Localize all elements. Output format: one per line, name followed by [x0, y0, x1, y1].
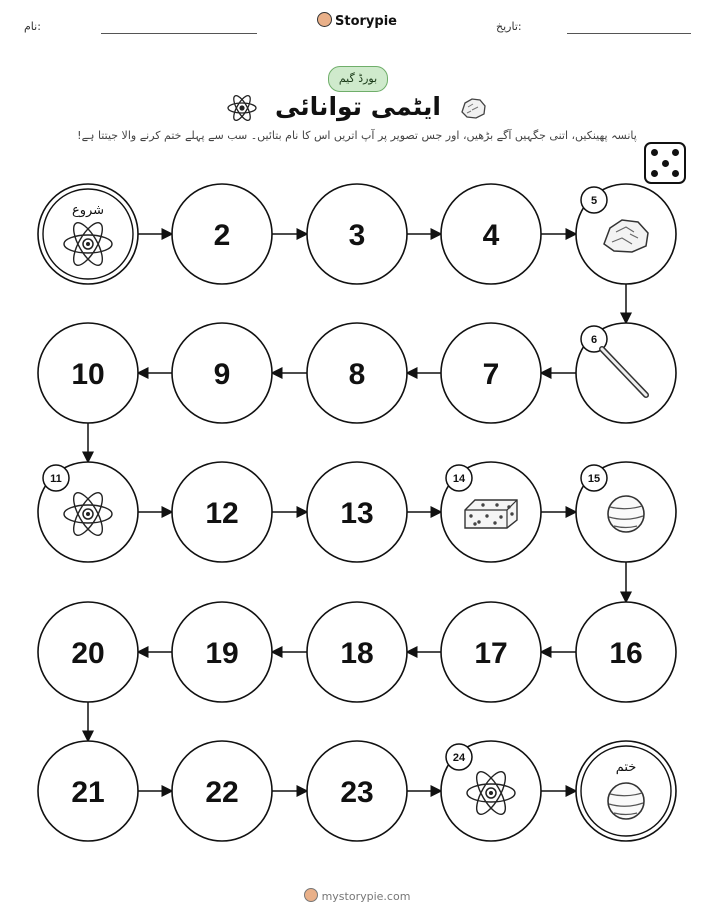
- board-space: [307, 462, 407, 562]
- space-number: 14: [452, 473, 466, 485]
- board-space: [576, 741, 676, 841]
- board-space: [576, 462, 676, 562]
- space-number: 11: [50, 473, 62, 485]
- board-space: [38, 602, 138, 702]
- board-space: [172, 462, 272, 562]
- space-number: 17: [474, 637, 508, 670]
- space-number: 24: [452, 752, 466, 764]
- board-space: [441, 323, 541, 423]
- board-space: [307, 184, 407, 284]
- space-number: 3: [348, 219, 366, 252]
- footer: [0, 888, 714, 903]
- space-number: 16: [609, 637, 643, 670]
- board-space: [307, 323, 407, 423]
- space-number: 5: [590, 195, 598, 207]
- board-space: [576, 323, 676, 423]
- space-number: 10: [71, 358, 105, 391]
- space-number: 22: [205, 776, 239, 809]
- space-number: 6: [590, 334, 598, 346]
- board-space: [576, 184, 676, 284]
- board-space: [172, 323, 272, 423]
- board-space: [576, 602, 676, 702]
- board-space: [38, 323, 138, 423]
- space-number: 12: [205, 497, 239, 530]
- board-space: [38, 741, 138, 841]
- board-space: [38, 462, 138, 562]
- planet-icon: [608, 496, 644, 532]
- board-space: [38, 184, 138, 284]
- board-space: [441, 741, 541, 841]
- space-number: 8: [348, 358, 366, 391]
- board-space: [172, 184, 272, 284]
- title-text: ایٹمی توانائی: [274, 92, 441, 121]
- start-label: شروع: [71, 203, 105, 218]
- name-label: نام:: [24, 20, 41, 33]
- board-space: [172, 741, 272, 841]
- space-number: 9: [213, 358, 231, 391]
- space-number: 18: [340, 637, 374, 670]
- footer-text: mystorypie.com: [321, 890, 411, 903]
- space-number: 15: [587, 473, 601, 485]
- board-space: [441, 602, 541, 702]
- bear-icon: [304, 888, 318, 902]
- end-label: ختم: [615, 760, 637, 775]
- sponge-icon: [465, 500, 517, 528]
- space-number: 2: [213, 219, 231, 252]
- board-space: [307, 602, 407, 702]
- board-space: [307, 741, 407, 841]
- space-number: 21: [71, 776, 105, 809]
- board-space: [172, 602, 272, 702]
- board-space: [441, 462, 541, 562]
- space-number: 13: [340, 497, 374, 530]
- board-space: [441, 184, 541, 284]
- date-label: تاریخ:: [496, 20, 522, 33]
- instructions: پانسہ پھینکیں، اتنی جگہیں آگے بڑھیں، اور جس تصویر پر آپ اتریں اس کا نام بتائیں۔ سب سے پہلے ختم کرنے والا جیتتا ہے!: [77, 129, 637, 142]
- space-number: 7: [482, 358, 500, 391]
- space-number: 4: [482, 219, 500, 252]
- space-number: 23: [340, 776, 374, 809]
- space-number: 20: [71, 637, 105, 670]
- planet-icon: [608, 783, 644, 819]
- board-game-badge: بورڈ گیم: [328, 66, 388, 92]
- brand-name: Storypie: [335, 14, 397, 29]
- space-number: 19: [205, 637, 239, 670]
